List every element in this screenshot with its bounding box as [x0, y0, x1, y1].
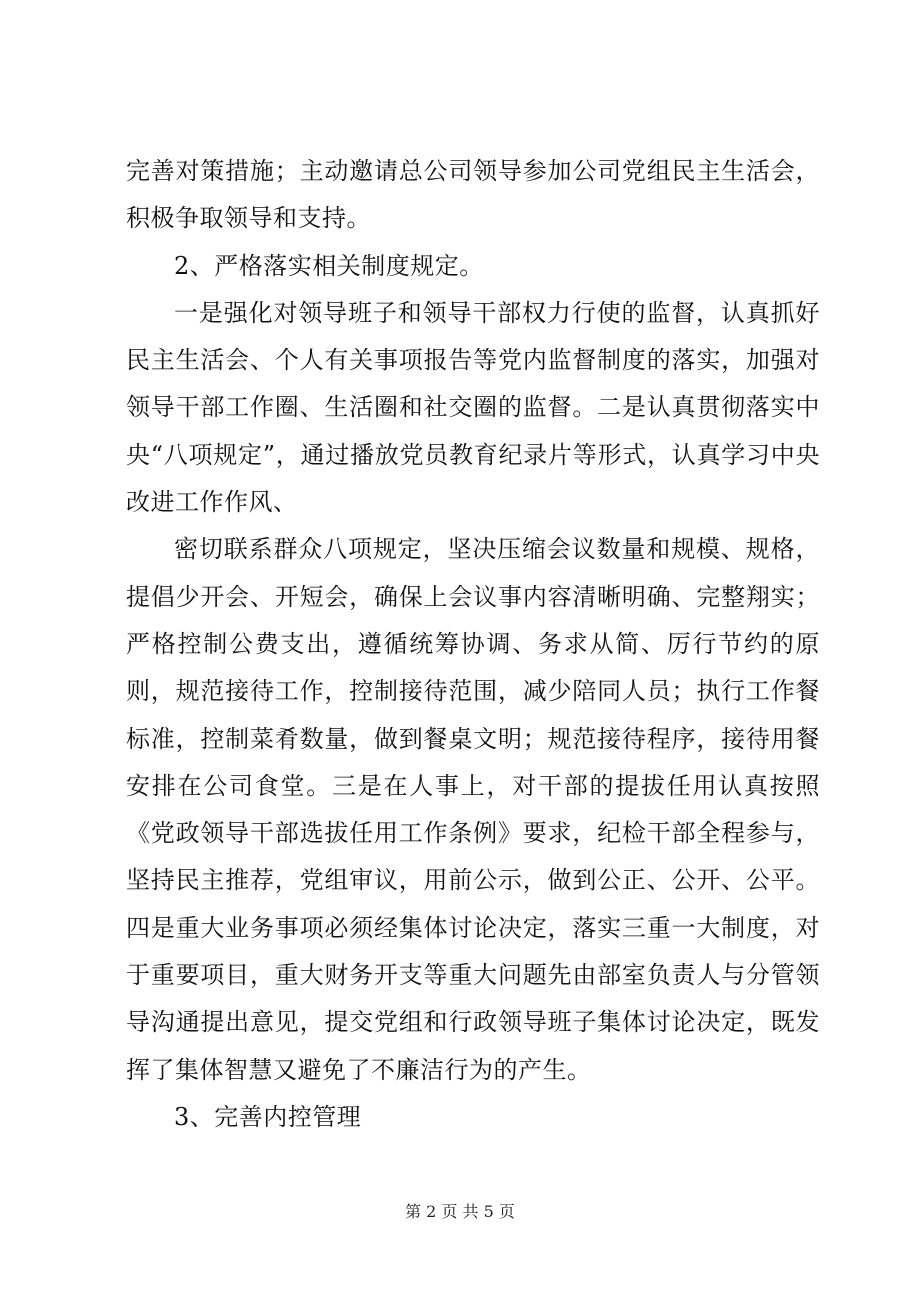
- paragraph-eight-rules: 密切联系群众八项规定，坚决压缩会议数量和规模、规格，提倡少开会、开短会，确保上会议事内容清晰明确、完整翔实；严格控制公费支出，遵循统筹协调、务求从简、厉行节约的原则，规范接待工作，控制接待范围，减少陪同人员；执行工作餐标准，控制菜肴数量，做到餐桌文明；规范接待程序，接待用餐安排在公司食堂。三是在人事上，对干部的提拔任用认真按照《党政领导干部选拔任用工作条例》要求，纪检干部全程参与，坚持民主推荐，党组审议，用前公示，做到公正、公开、公平。四是重大业务事项必须经集体讨论决定，落实三重一大制度，对于重要项目，重大财务开支等重大问题先由部室负责人与分管领导沟通提出意见，提交党组和行政领导班子集体讨论决定，既发挥了集体智慧又避免了不廉洁行为的产生。: [126, 535, 820, 1084]
- section-heading-2: 2、严格落实相关制度规定。: [174, 251, 484, 280]
- paragraph-supervision: 一是强化对领导班子和领导干部权力行使的监督，认真抓好民主生活会、个人有关事项报告等党内监督制度的落实，加强对领导干部工作圈、生活圈和社交圈的监督。二是认真贯彻落实中央“八项规定”，通过播放党员教育纪录片等形式，认真学习中央改进工作作风、: [126, 298, 820, 517]
- document-body: [126, 148, 820, 1141]
- page-number-footer: 第 2 页 共 5 页: [405, 1202, 515, 1221]
- section-heading-3: 3、完善内控管理: [174, 1102, 362, 1131]
- paragraph-continued: 完善对策措施；主动邀请总公司领导参加公司党组民主生活会，积极争取领导和支持。: [126, 157, 820, 233]
